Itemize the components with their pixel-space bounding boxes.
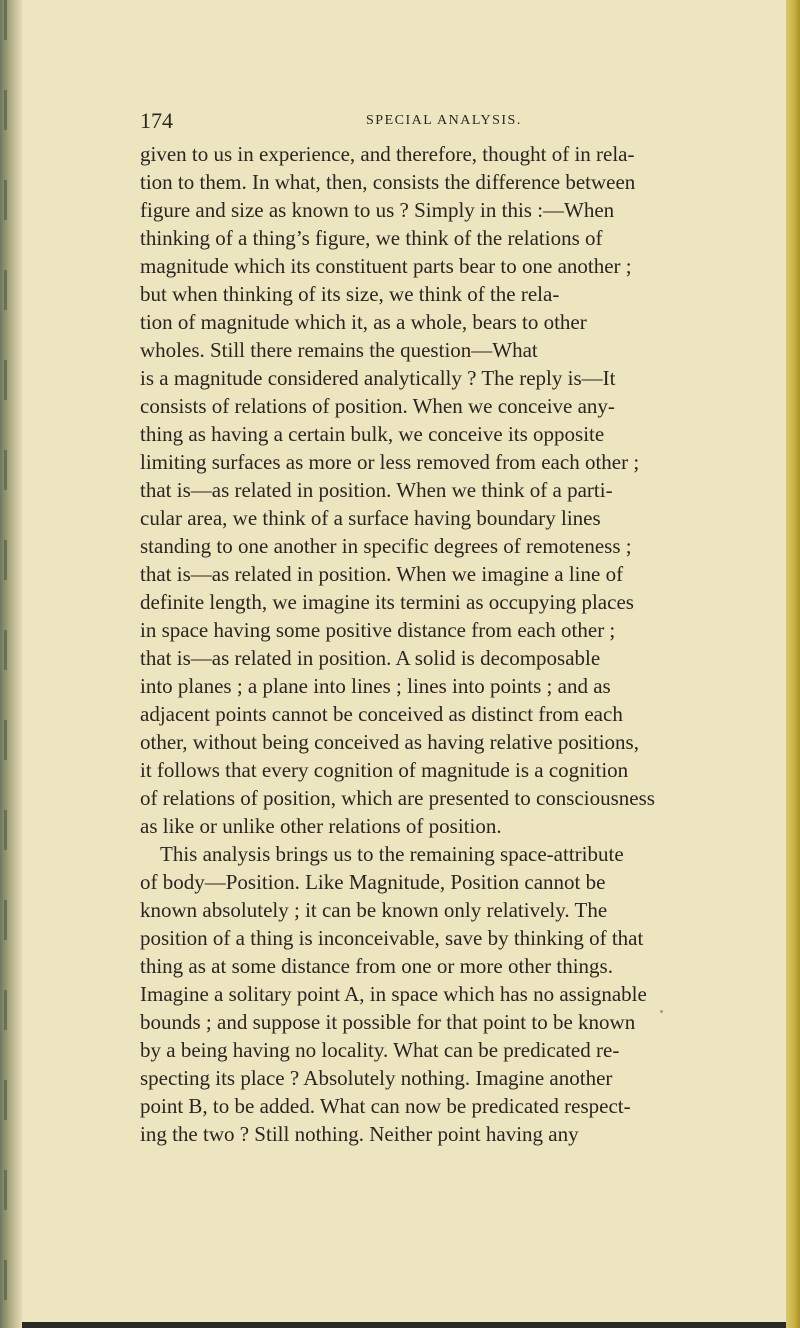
text-line: known absolutely ; it can be known only relatively. The	[140, 898, 608, 922]
text-line: definite length, we imagine its termini as occupying places	[140, 590, 634, 614]
text-line: specting its place ? Absolutely nothing. Imagine another	[140, 1066, 613, 1090]
text-line: position of a thing is inconceivable, save by thinking of that	[140, 926, 644, 950]
text-line: into planes ; a plane into lines ; lines into points ; and as	[140, 674, 611, 698]
text-line: thing as at some distance from one or more other things.	[140, 954, 613, 978]
text-line: other, without being conceived as having relative positions,	[140, 730, 639, 754]
running-head: SPECIAL ANALYSIS.	[366, 113, 522, 128]
text-line: standing to one another in specific degrees of remoteness ;	[140, 534, 632, 558]
text-line: consists of relations of position. When we conceive any-	[140, 394, 615, 418]
text-line: ing the two ? Still nothing. Neither point having any	[140, 1122, 579, 1146]
text-line: but when thinking of its size, we think of the rela-	[140, 282, 560, 306]
text-line: bounds ; and suppose it possible for that point to be known	[140, 1010, 636, 1034]
page-number: 174	[140, 108, 173, 133]
paper-speck	[660, 1010, 663, 1013]
text-line: by a being having no locality. What can be predicated re-	[140, 1038, 620, 1062]
text-line: limiting surfaces as more or less removed from each other ;	[140, 450, 640, 474]
page-binding-edge	[0, 0, 22, 1328]
text-line: tion of magnitude which it, as a whole, bears to other	[140, 310, 587, 334]
text-line: that is—as related in position. A solid is decomposable	[140, 646, 601, 670]
text-line: thing as having a certain bulk, we conceive its opposite	[140, 422, 605, 446]
text-line: of body—Position. Like Magnitude, Position cannot be	[140, 870, 606, 894]
text-line: thinking of a thing’s figure, we think of the relations of	[140, 226, 603, 250]
text-line: of relations of position, which are presented to consciousness	[140, 786, 655, 810]
text-line: that is—as related in position. When we imagine a line of	[140, 562, 624, 586]
text-line: tion to them. In what, then, consists the difference between	[140, 170, 636, 194]
text-line: wholes. Still there remains the question—What	[140, 338, 538, 362]
text-line: point B, to be added. What can now be predicated respect-	[140, 1094, 631, 1118]
text-line: given to us in experience, and therefore, thought of in rela-	[140, 142, 635, 166]
page-fore-edge	[786, 0, 800, 1328]
text-line: cular area, we think of a surface having boundary lines	[140, 506, 601, 530]
page-header	[140, 106, 740, 136]
body-text	[140, 140, 752, 1148]
text-line: figure and size as known to us ? Simply in this :—When	[140, 198, 615, 222]
text-line: magnitude which its constituent parts bear to one another ;	[140, 254, 632, 278]
text-line: that is—as related in position. When we think of a parti-	[140, 478, 613, 502]
paragraph-start-line: This analysis brings us to the remaining space-attribute	[160, 842, 624, 866]
text-line: is a magnitude considered analytically ? The reply is—It	[140, 366, 616, 390]
text-line: adjacent points cannot be conceived as distinct from each	[140, 702, 623, 726]
page-bottom-edge	[22, 1322, 786, 1328]
text-line: in space having some positive distance from each other ;	[140, 618, 616, 642]
text-line: Imagine a solitary point A, in space which has no assignable	[140, 982, 647, 1006]
text-line: as like or unlike other relations of position.	[140, 814, 502, 838]
text-line: it follows that every cognition of magnitude is a cognition	[140, 758, 629, 782]
